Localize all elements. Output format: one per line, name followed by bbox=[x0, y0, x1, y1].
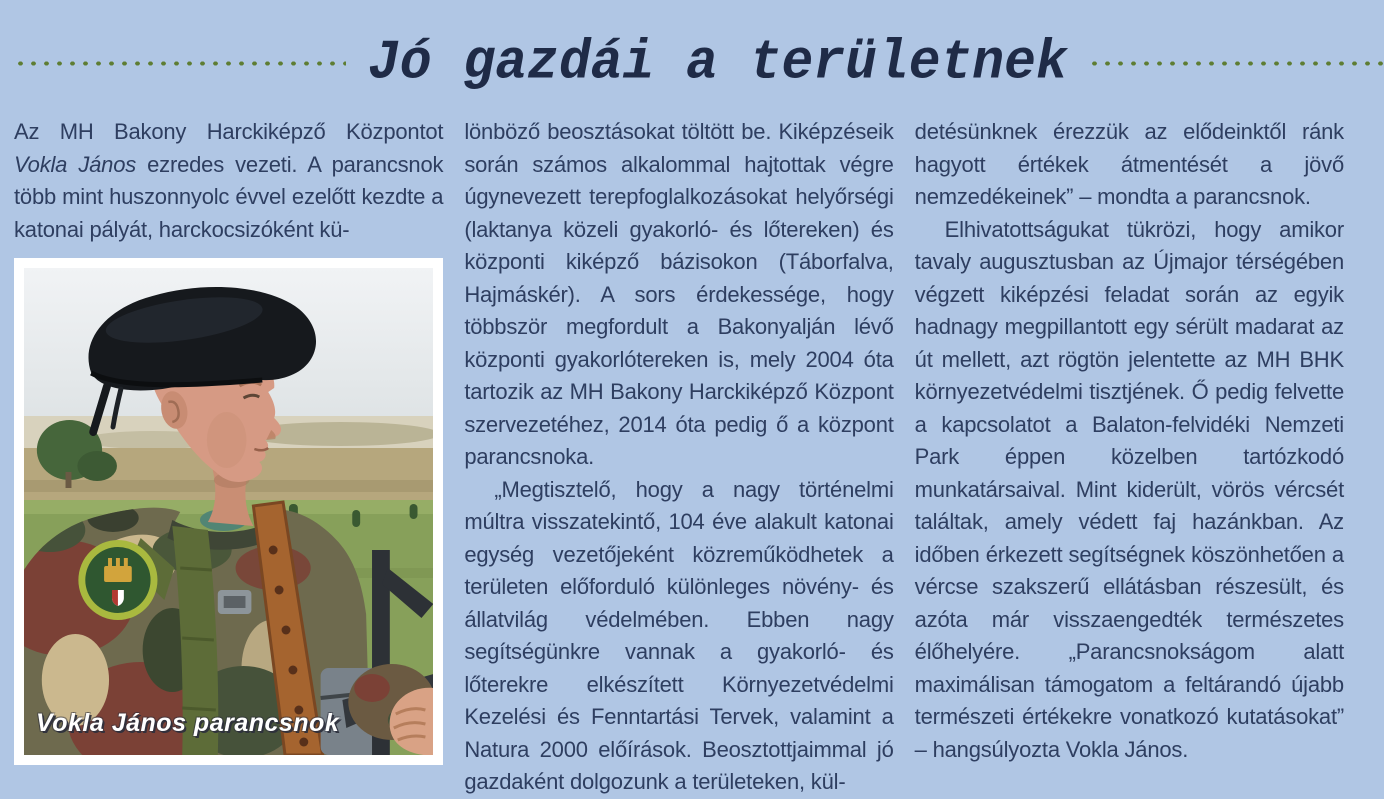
article-body bbox=[0, 100, 1384, 799]
column-3 bbox=[915, 116, 1344, 799]
dotted-rule-left-icon bbox=[16, 59, 346, 68]
article-header bbox=[0, 0, 1384, 100]
article-paragraph bbox=[14, 116, 443, 246]
paragraph-text: ezredes vezeti. A parancsnok több mint huszonnyolc évvel ezelőtt kezdte a katonai pályát, harckocsizóként kü- bbox=[14, 151, 444, 242]
soldier-portrait-illustration bbox=[24, 268, 433, 755]
arm-patch-icon bbox=[78, 540, 157, 620]
article-paragraph: „Megtisztelő, hogy a nagy történelmi múltra visszatekintő, 104 éve alakult katonai egység vezetőjeként közreműködhetek a területen előforduló különleges növény- és állatvilág védelmében. Ebben nagy segítségünkre vannak a gyakorló- és lőterekre elkészített Környezetvédelmi Kezelési és Fenntartási Tervek, valamint a Natura 2000 előírások. Beosztottjaimmal jó gazdaként dolgozunk a területeken, kül- bbox=[464, 476, 894, 794]
article-paragraph: lönböző beosztásokat töltött be. Kiképzéseik során számos alkalommal hajtottak végre úgynevezett terepfoglalkozásokat helyőrségi (laktanya közeli gyakorló- és lőtereken) és központi kiképző bázisokon (Táborfalva, Hajmáskér). A sors érdekessége, hogy többször megfordult a Bakonyalján lévő központi gyakorlótereken is, mely 2004 óta tartozik az MH Bakony Harckiképző Központ szervezetéhez, 2014 óta pedig ő a központ parancsnoka. bbox=[464, 119, 894, 469]
column-1 bbox=[14, 116, 443, 799]
person-name-italic: Vokla János bbox=[14, 151, 137, 177]
page-title: Jó gazdái a területnek bbox=[368, 31, 1068, 95]
article-paragraph: Elhivatottságukat tükrözi, hogy amikor tavaly augusztusban az Újmajor térségében végzett kiképzési feladat során az egyik hadnagy megpillantott egy sérült madarat az út mellett, azt rögtön jelentette az MH BHK környezetvédelmi tisztjének. Ő pedig felvette a kapcsolatot a Balaton-felvidéki Nemzeti Park éppen közelben tartózkodó munkatársaival. Mint kiderült, vörös vércsét találtak, amely védett faj hazánkban. Az időben érkezett segítségnek köszönhetően a vércse szakszerű ellátásban részesült, és azóta már visszaengedték természetes élőhelyére. „Parancsnokságom alatt maximálisan támogatom a feltárandó újabb természeti értékekre vonatkozó kutatásokat” – hangsúlyozta Vokla János. bbox=[914, 216, 1344, 762]
column-2 bbox=[464, 116, 893, 799]
dotted-rule-right-icon bbox=[1090, 59, 1384, 68]
photo-caption: Vokla János parancsnok bbox=[36, 708, 340, 737]
photo-vokla-janos bbox=[14, 258, 443, 765]
photo-canvas bbox=[24, 268, 433, 755]
article-paragraph: detésünknek érezzük az elődeinktől ránk hagyott értékek átmentését a jövő nemzedékeinek” – mondta a parancsnok. bbox=[914, 119, 1344, 209]
paragraph-text: Az MH Bakony Harckiképző Központot bbox=[14, 119, 444, 144]
